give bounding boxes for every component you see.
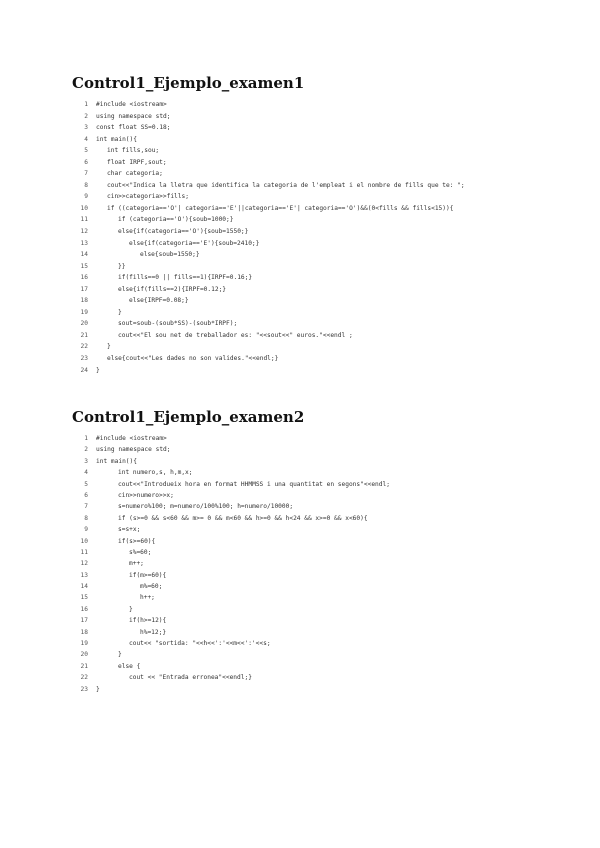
code-line	[76, 672, 390, 683]
code-text: }	[129, 605, 133, 613]
code-line	[76, 284, 465, 296]
code-line	[76, 99, 465, 111]
code-text: #include <iostream>	[96, 101, 167, 108]
code-text: char categoria;	[107, 170, 163, 178]
code-line	[76, 638, 390, 649]
code-line	[76, 330, 465, 342]
line-number: 10	[80, 537, 88, 545]
code-line	[76, 456, 390, 467]
code-text: if(s>=60){	[118, 537, 156, 545]
code-text: else {	[118, 662, 141, 670]
code-line	[76, 111, 465, 123]
code-line	[76, 353, 465, 365]
code-text: if(fills==0 || fills==1){IRPF=0.16;}	[118, 274, 253, 282]
line-number: 9	[84, 193, 88, 201]
code-line	[76, 145, 465, 157]
code-text: cin>>categoria>>fills;	[107, 193, 189, 201]
code-line	[76, 295, 465, 307]
line-number: 6	[84, 491, 88, 499]
code-text: cout<< "sortida: "<<h<<':'<<m<<':'<<s;	[129, 640, 271, 648]
line-number: 11	[80, 548, 88, 556]
line-number: 18	[80, 297, 88, 305]
code-line	[76, 272, 465, 284]
code-text: cout<<"El sou net de treballador es: "<<sout<<" euros."<<endl ;	[118, 331, 353, 339]
code-line	[76, 226, 465, 238]
code-line	[76, 157, 465, 169]
code-line	[76, 684, 390, 695]
code-text: if ((categoria=='O'| categoria=='E'||categoria=='E'| categoria=='O')&&(0<fills && fills<15)){	[107, 204, 454, 212]
code-text: if(m>=60){	[129, 571, 167, 579]
code-text: else{if(fills==2){IRPF=0.12;}	[118, 285, 227, 293]
code-text: }	[96, 366, 100, 374]
line-number: 14	[80, 583, 88, 591]
code-line	[76, 479, 390, 490]
code-line	[76, 249, 465, 261]
code-line	[76, 467, 390, 478]
line-number: 21	[80, 331, 88, 339]
code-line	[76, 433, 390, 444]
code-text: h++;	[140, 594, 155, 602]
line-number: 20	[80, 651, 88, 659]
code-text: int numero,s, h,m,x;	[118, 469, 193, 477]
code-line	[76, 203, 465, 215]
section-title: Control1_Ejemplo_examen1	[72, 74, 305, 92]
code-text: else{IRPF=0.08;}	[129, 297, 189, 305]
line-number: 17	[80, 285, 88, 293]
line-number: 8	[84, 181, 88, 189]
code-line	[76, 604, 390, 615]
line-number: 15	[80, 594, 88, 602]
code-line	[76, 134, 465, 146]
line-number: 20	[80, 320, 88, 328]
line-number: 23	[80, 355, 88, 363]
code-block	[76, 99, 465, 376]
code-line	[76, 261, 465, 273]
line-number: 9	[84, 526, 88, 534]
line-number: 10	[80, 204, 88, 212]
code-line	[76, 444, 390, 455]
code-line	[76, 570, 390, 581]
line-number: 3	[84, 124, 88, 132]
code-text: }}	[118, 262, 126, 270]
line-number: 7	[84, 170, 88, 178]
code-text: #include <iostream>	[96, 435, 167, 442]
code-text: if(h>=12){	[129, 617, 167, 625]
code-line	[76, 341, 465, 353]
line-number: 22	[80, 343, 88, 351]
code-text: using namespace std;	[96, 446, 171, 454]
code-text: cout<<"Introdueix hora en format HHMMSS i una quantitat en segons"<<endl;	[118, 480, 390, 488]
code-line	[76, 365, 465, 377]
line-number: 14	[80, 251, 88, 259]
code-text: cout<<"Indica la lletra que identifica la categoria de l'empleat i el nombre de fills que te: ";	[107, 181, 465, 189]
line-number: 21	[80, 662, 88, 670]
code-text: if (categoria=='O'){soub=1000;}	[118, 216, 234, 224]
code-line	[76, 558, 390, 569]
code-text: else{soub=1550;}	[140, 251, 200, 259]
code-line	[76, 661, 390, 672]
line-number: 3	[84, 457, 88, 465]
line-number: 4	[84, 469, 88, 477]
code-text: else{cout<<"Les dades no son valides."<<endl;}	[107, 355, 279, 363]
code-text: using namespace std;	[96, 112, 171, 120]
line-number: 22	[80, 674, 88, 682]
code-text: int main(){	[96, 457, 137, 465]
line-number: 19	[80, 308, 88, 316]
code-line	[76, 592, 390, 603]
line-number: 2	[84, 112, 88, 120]
line-number: 23	[80, 685, 88, 693]
code-text: s=s+x;	[118, 526, 141, 534]
line-number: 5	[84, 480, 88, 488]
code-text: s=numero%100; m=numero/100%100; h=numero/10000;	[118, 503, 294, 511]
code-text: const float SS=0.18;	[96, 124, 171, 132]
line-number: 12	[80, 560, 88, 568]
code-line	[76, 122, 465, 134]
line-number: 13	[80, 571, 88, 579]
code-text: s%=60;	[129, 548, 152, 556]
code-line	[76, 214, 465, 226]
line-number: 11	[80, 216, 88, 224]
line-number: 6	[84, 158, 88, 166]
code-text: }	[107, 343, 111, 351]
line-number: 7	[84, 503, 88, 511]
code-text: if (s>=0 && s<60 && m>= 0 && m<60 && h>=0 && h<24 && x>=0 && x<60){	[118, 514, 368, 522]
code-line	[76, 536, 390, 547]
code-text: }	[118, 651, 122, 659]
code-text: else{if(categoria=='O'){soub=1550;}	[118, 228, 249, 236]
line-number: 16	[80, 274, 88, 282]
code-line	[76, 238, 465, 250]
code-text: }	[118, 308, 122, 316]
code-line	[76, 318, 465, 330]
code-text: h%=12;}	[140, 628, 167, 636]
code-line	[76, 627, 390, 638]
code-text: m%=60;	[140, 583, 163, 591]
line-number: 17	[80, 617, 88, 625]
code-text: cin>>numero>>x;	[118, 491, 174, 499]
code-text: }	[96, 685, 100, 693]
line-number: 18	[80, 628, 88, 636]
line-number: 2	[84, 446, 88, 454]
code-line	[76, 180, 465, 192]
code-text: int main(){	[96, 135, 137, 143]
line-number: 15	[80, 262, 88, 270]
line-number: 4	[84, 135, 88, 143]
code-line	[76, 615, 390, 626]
code-text: else{if(categoria=='E'){soub=2410;}	[129, 239, 260, 247]
code-line	[76, 547, 390, 558]
line-number: 1	[84, 435, 88, 442]
line-number: 16	[80, 605, 88, 613]
line-number: 8	[84, 514, 88, 522]
code-line	[76, 581, 390, 592]
code-line	[76, 168, 465, 180]
line-number: 13	[80, 239, 88, 247]
code-line	[76, 501, 390, 512]
code-line	[76, 649, 390, 660]
code-text: sout=soub-(soub*SS)-(soub*IRPF);	[118, 320, 238, 328]
line-number: 12	[80, 228, 88, 236]
code-line	[76, 307, 465, 319]
code-text: cout << "Entrada erronea"<<endl;}	[129, 674, 252, 682]
code-line	[76, 191, 465, 203]
line-number: 1	[84, 101, 88, 108]
section-title: Control1_Ejemplo_examen2	[72, 408, 305, 426]
code-text: float IRPF,sout;	[107, 158, 167, 166]
code-line	[76, 490, 390, 501]
code-text: m++;	[129, 560, 144, 568]
code-block	[76, 433, 390, 695]
line-number: 5	[84, 147, 88, 155]
line-number: 19	[80, 640, 88, 648]
code-line	[76, 513, 390, 524]
line-number: 24	[80, 366, 88, 374]
code-text: int fills,sou;	[107, 147, 160, 155]
code-line	[76, 524, 390, 535]
